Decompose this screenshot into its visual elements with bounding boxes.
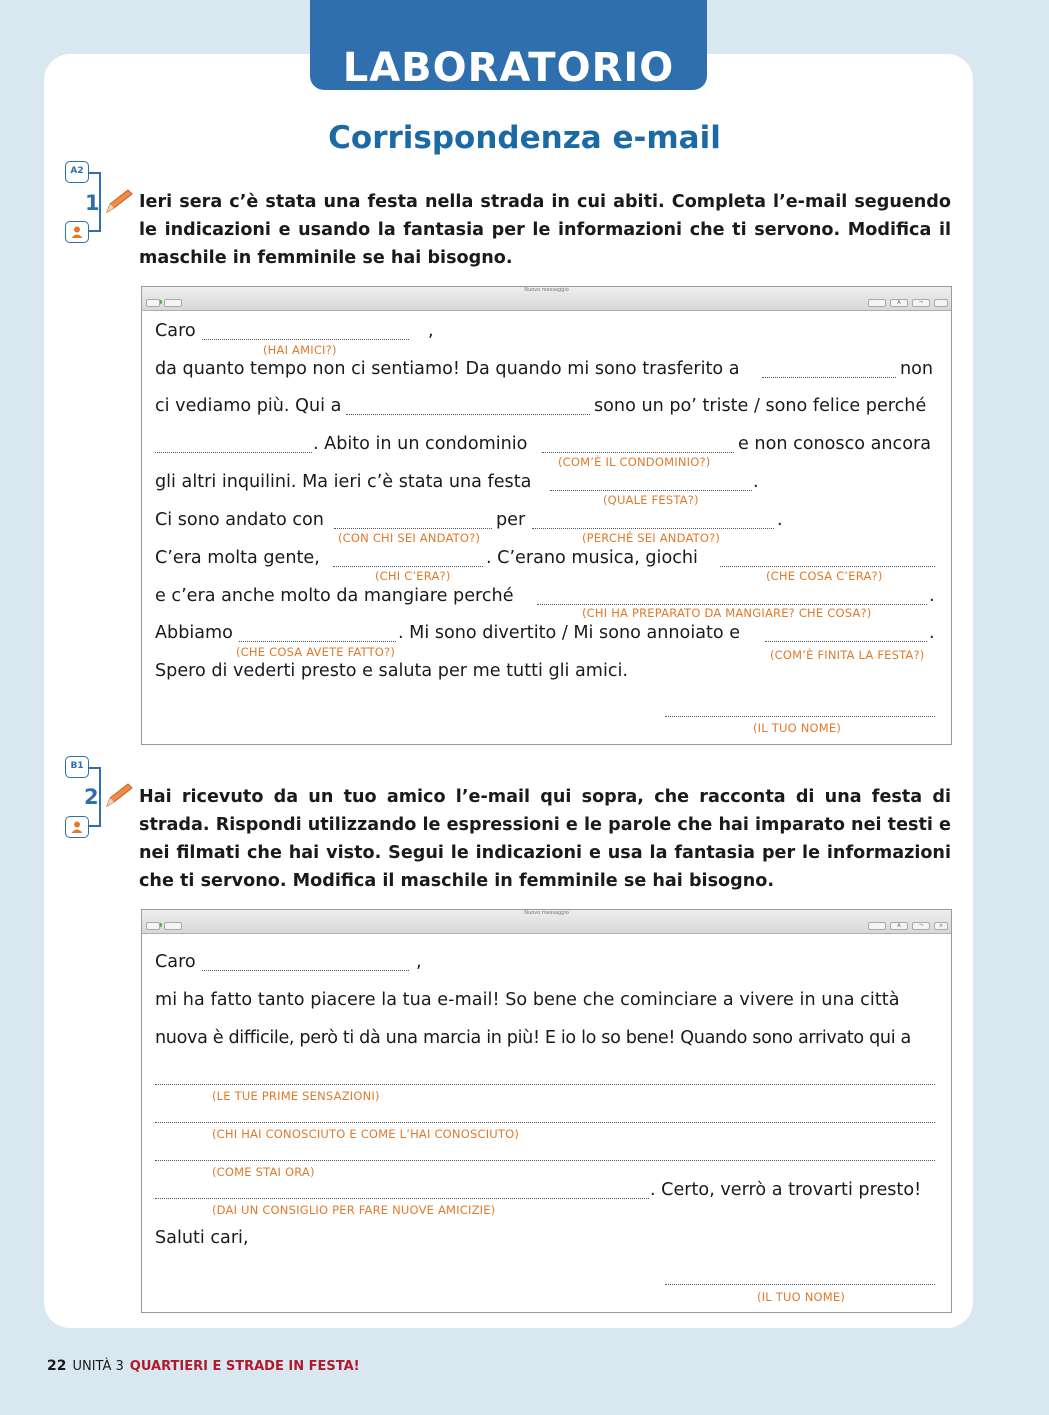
unit-topic: QUARTIERI E STRADE IN FESTA!: [129, 1359, 360, 1374]
level-badge-a2: A2: [65, 161, 89, 183]
blank-condominio[interactable]: [542, 452, 734, 453]
hint-condominio: (COM’È IL CONDOMINIO?): [558, 455, 711, 469]
blank-che-cosa[interactable]: [720, 566, 935, 567]
format-button[interactable]: A: [890, 299, 908, 307]
blank-come-stai[interactable]: [155, 1160, 935, 1161]
close-button[interactable]: ×: [934, 922, 948, 930]
attach-icon[interactable]: [868, 299, 886, 307]
banner-label: LABORATORIO: [342, 45, 675, 91]
line-9-text: Abbiamo: [155, 623, 233, 643]
blank-fatto[interactable]: [239, 641, 396, 642]
email-toolbar: [142, 910, 951, 934]
line-2-text: da quanto tempo non ci sentiamo! Da quando mi sono trasferito a: [155, 359, 740, 379]
signature-button[interactable]: ¬: [912, 299, 930, 307]
greeting-label: Caro: [155, 952, 196, 972]
send-icon[interactable]: [146, 922, 160, 930]
greeting-label: Caro: [155, 321, 196, 341]
hint-consiglio: (DAI UN CONSIGLIO PER FARE NUOVE AMICIZIE): [212, 1203, 496, 1217]
line-8-text: e c’era anche molto da mangiare perché: [155, 586, 514, 606]
exercise2-instruction: Hai ricevuto da un tuo amico l’e-mail qui sopra, che racconta di una festa di strada. Rispondi utilizzando le espressioni e le parole che hai imparato nei testi e nei filmati che hai visto. Segui le indicazioni e usa la fantasia per le informazioni che ti servono. Modifica il maschile in femminile se hai bisogno.: [139, 787, 951, 891]
hint-festa: (QUALE FESTA?): [603, 493, 699, 507]
comma: ,: [416, 952, 422, 972]
signature-button[interactable]: ¬: [912, 922, 930, 930]
exercise-number-1: 1: [85, 191, 100, 215]
hint-tuo-nome: (IL TUO NOME): [753, 721, 842, 735]
comma: ,: [428, 321, 434, 341]
blank-chi-cera[interactable]: [333, 566, 483, 567]
line-4-text: . Abito in un condominio: [313, 434, 528, 454]
line-6-text: Ci sono andato con: [155, 510, 324, 530]
line-9-end: .: [929, 623, 935, 643]
options-icon[interactable]: [164, 922, 182, 930]
hint-tuo-nome: (IL TUO NOME): [757, 1290, 846, 1304]
blank-conosciuto[interactable]: [155, 1122, 935, 1123]
line-7-text-b: . C’erano musica, giochi: [486, 548, 698, 568]
person-icon: [65, 816, 89, 838]
closing-label: Saluti cari,: [155, 1228, 249, 1248]
line-9-text-b: . Mi sono divertito / Mi sono annoiato e: [398, 623, 741, 643]
hint-mangiare: (CHI HA PREPARATO DA MANGIARE? CHE COSA?): [582, 606, 872, 620]
page-number: 22: [47, 1358, 67, 1374]
pencil-icon: [104, 188, 134, 214]
hint-amici: (HAI AMICI?): [263, 343, 337, 357]
pencil-icon: [104, 782, 134, 808]
blank-tuo-nome[interactable]: [665, 716, 935, 717]
options-icon[interactable]: [164, 299, 182, 307]
hint-con-chi: (CON CHI SEI ANDATO?): [338, 531, 481, 545]
line-3-text: ci vediamo più. Qui a: [155, 396, 342, 416]
blank-reason[interactable]: [155, 452, 312, 453]
line-3-text-b: sono un po’ triste / sono felice perché: [594, 396, 927, 416]
format-button[interactable]: A: [890, 922, 908, 930]
hint-come-stai: (COME STAI ORA): [212, 1165, 315, 1179]
blank-perche[interactable]: [532, 528, 774, 529]
blank-name[interactable]: [202, 339, 409, 340]
page-title: Corrispondenza e-mail: [328, 120, 721, 156]
reply-line-7-end: . Certo, verrò a trovarti presto!: [650, 1180, 922, 1200]
line-2-end: non: [900, 359, 934, 379]
section-banner: [310, 0, 707, 90]
hint-chi-cera: (CHI C’ERA?): [375, 569, 451, 583]
blank-mangiare[interactable]: [537, 604, 927, 605]
blank-tuo-nome[interactable]: [665, 1284, 935, 1285]
hint-perche: (PERCHÉ SEI ANDATO?): [582, 531, 721, 545]
reply-line-2: mi ha fatto tanto piacere la tua e-mail! So bene che cominciare a vivere in una città: [155, 990, 900, 1010]
page-footer: [47, 1358, 360, 1374]
hint-fatto: (CHE COSA AVETE FATTO?): [236, 645, 396, 659]
line-6-end: .: [777, 510, 783, 530]
exercise1-instruction: Ieri sera c’è stata una festa nella strada in cui abiti. Completa l’e-mail seguendo le indicazioni e usando la fantasia per le informazioni che ti servono. Modifica il maschile in femminile se hai bisogno.: [139, 192, 951, 268]
list-icon[interactable]: [934, 299, 948, 307]
line-5-end: .: [753, 472, 759, 492]
hint-conosciuto: (CHI HAI CONOSCIUTO E COME L’HAI CONOSCIUTO): [212, 1127, 520, 1141]
hint-sensazioni: (LE TUE PRIME SENSAZIONI): [212, 1089, 380, 1103]
blank-finita[interactable]: [765, 641, 927, 642]
email-toolbar: [142, 287, 951, 311]
reply-line-3: nuova è difficile, però ti dà una marcia in più! E io lo so bene! Quando sono arrivato qui a: [155, 1028, 911, 1048]
blank-name[interactable]: [202, 970, 409, 971]
blank-city[interactable]: [762, 377, 896, 378]
unit-label: UNITÀ 3: [72, 1359, 124, 1374]
hint-finita: (COM’È FINITA LA FESTA?): [770, 648, 925, 662]
exercise-number-2: 2: [84, 785, 99, 809]
level-badge-b1: B1: [65, 756, 89, 778]
line-5-text: gli altri inquilini. Ma ieri c’è stata una festa: [155, 472, 532, 492]
send-icon[interactable]: [146, 299, 160, 307]
email-window-title: Nuovo messaggio: [524, 287, 569, 293]
blank-sensazioni[interactable]: [155, 1084, 935, 1085]
line-6-text-b: per: [496, 510, 526, 530]
line-4-text-b: e non conosco ancora: [738, 434, 932, 454]
line-7-text: C’era molta gente,: [155, 548, 320, 568]
blank-con-chi[interactable]: [334, 528, 492, 529]
line-10-text: Spero di vederti presto e saluta per me tutti gli amici.: [155, 661, 628, 681]
attach-icon[interactable]: [868, 922, 886, 930]
hint-che-cosa: (CHE COSA C’ERA?): [766, 569, 883, 583]
blank-consiglio[interactable]: [155, 1198, 649, 1199]
blank-festa[interactable]: [550, 490, 752, 491]
email-window-title: Nuovo messaggio: [524, 910, 569, 916]
person-icon: [65, 221, 89, 243]
blank-place[interactable]: [346, 414, 590, 415]
line-8-end: .: [929, 586, 935, 606]
